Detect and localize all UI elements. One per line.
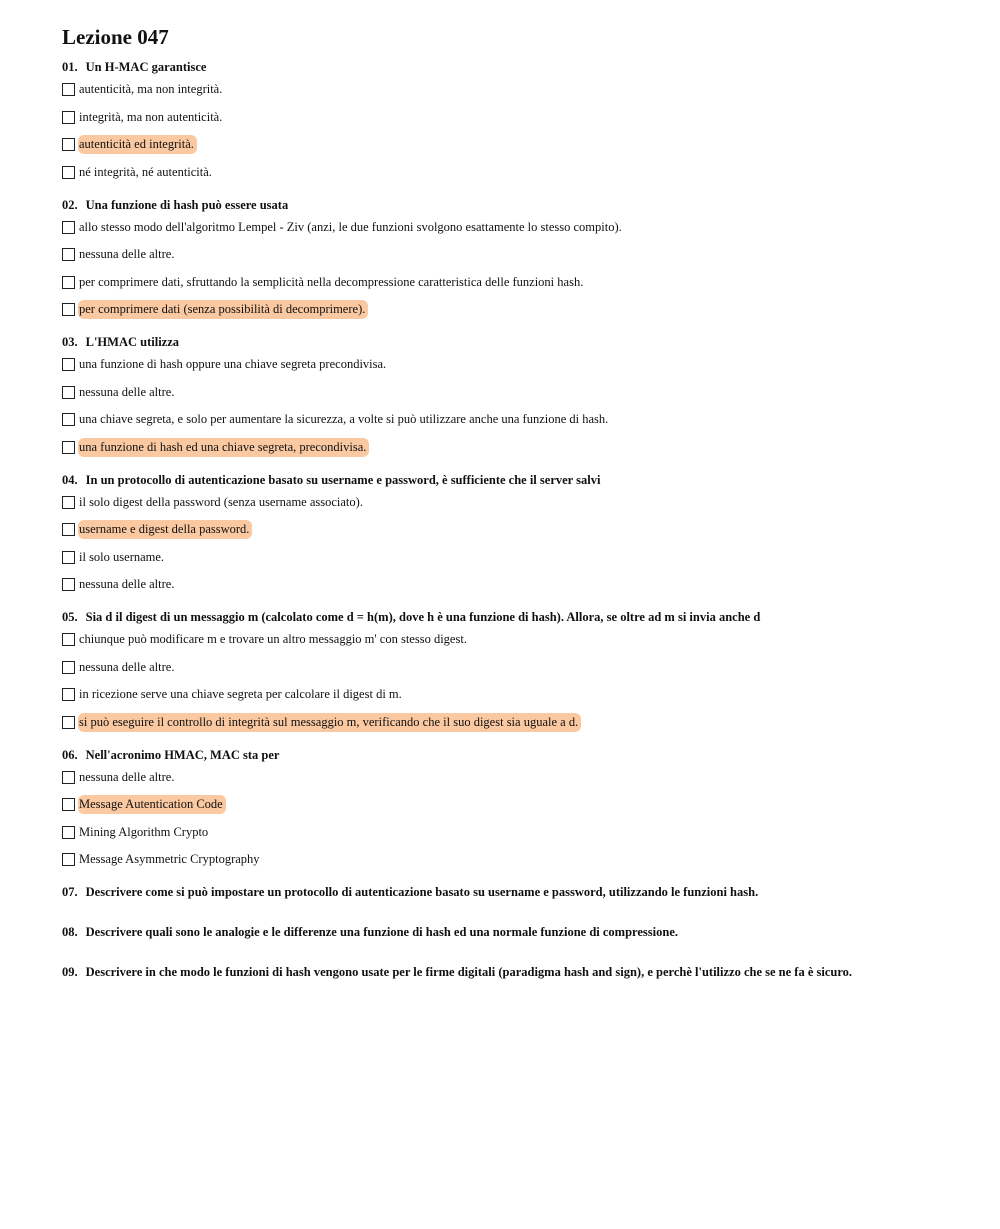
answer-option[interactable] [62, 108, 962, 127]
document [62, 24, 962, 1003]
question-number: 03. [62, 335, 78, 349]
question-text: Descrivere quali sono le analogie e le differenze una funzione di hash ed una normale funzione di compressione. [85, 925, 678, 939]
checkbox-icon[interactable] [62, 441, 75, 454]
checkbox-icon[interactable] [62, 578, 75, 591]
question-text: L'HMAC utilizza [85, 335, 180, 349]
question-text: Un H-MAC garantisce [85, 60, 207, 74]
question-number: 05. [62, 610, 78, 624]
answer-text: il solo username. [79, 549, 165, 564]
checkbox-icon[interactable] [62, 716, 75, 729]
question-text: Descrivere come si può impostare un protocollo di autenticazione basato su username e password, utilizzando le funzioni hash. [85, 885, 759, 899]
answer-option[interactable] [62, 520, 962, 539]
checkbox-icon[interactable] [62, 138, 75, 151]
question-02 [62, 196, 962, 320]
answer-text: il solo digest della password (senza username associato). [79, 494, 363, 509]
question-text: Una funzione di hash può essere usata [85, 197, 289, 212]
question-text: Nell'acronimo HMAC, MAC sta per [85, 747, 280, 762]
answer-text: Mining Algorithm Crypto [79, 824, 209, 839]
question-number: 06. [62, 747, 78, 762]
answer-option[interactable] [62, 795, 962, 814]
answer-option[interactable] [62, 658, 962, 677]
answer-text: nessuna delle altre. [79, 577, 175, 591]
answer-option[interactable] [62, 850, 962, 869]
answer-text: autenticità, ma non integrità. [79, 82, 223, 96]
question-05 [62, 608, 962, 732]
question-number: 04. [62, 472, 78, 487]
answer-option[interactable] [62, 80, 962, 99]
answer-option[interactable] [62, 685, 962, 704]
answer-option[interactable] [62, 493, 962, 512]
answer-text-correct: si può eseguire il controllo di integrità sul messaggio m, verificando che il suo digest sia uguale a d. [78, 713, 581, 732]
question-title [62, 608, 962, 626]
checkbox-icon[interactable] [62, 386, 75, 399]
checkbox-icon[interactable] [62, 826, 75, 839]
answer-text: nessuna delle altre. [79, 247, 175, 261]
answer-text: né integrità, né autenticità. [79, 164, 212, 179]
answer-option[interactable] [62, 630, 962, 649]
checkbox-icon[interactable] [62, 633, 75, 646]
open-question-list [62, 883, 962, 981]
checkbox-icon[interactable] [62, 853, 75, 866]
question-title [62, 333, 962, 351]
answer-text: una funzione di hash oppure una chiave segreta precondivisa. [79, 357, 387, 371]
answer-text: allo stesso modo dell'algoritmo Lempel - Ziv (anzi, le due funzioni svolgono esattamente lo stesso compito). [79, 219, 622, 234]
answer-text: nessuna delle altre. [79, 659, 175, 674]
answer-text-correct: una funzione di hash ed una chiave segreta, precondivisa. [78, 438, 369, 457]
checkbox-icon[interactable] [62, 771, 75, 784]
answer-text-correct: Message Autentication Code [78, 795, 226, 814]
question-03 [62, 333, 962, 457]
question-01 [62, 58, 962, 182]
checkbox-icon[interactable] [62, 496, 75, 509]
answer-option[interactable] [62, 273, 962, 292]
checkbox-icon[interactable] [62, 83, 75, 96]
answer-text: per comprimere dati, sfruttando la semplicità nella decompressione caratteristica delle funzioni hash. [79, 274, 584, 289]
answer-option[interactable] [62, 713, 962, 732]
answer-option[interactable] [62, 163, 962, 182]
checkbox-icon[interactable] [62, 358, 75, 371]
answer-option[interactable] [62, 355, 962, 374]
checkbox-icon[interactable] [62, 303, 75, 316]
answer-text: chiunque può modificare m e trovare un altro messaggio m' con stesso digest. [79, 632, 467, 646]
question-number: 01. [62, 60, 78, 74]
checkbox-icon[interactable] [62, 248, 75, 261]
answer-text: integrità, ma non autenticità. [79, 109, 223, 124]
question-number: 09. [62, 965, 78, 979]
checkbox-icon[interactable] [62, 688, 75, 701]
question-title [62, 471, 962, 489]
checkbox-icon[interactable] [62, 551, 75, 564]
page-title: Lezione 047 [62, 25, 169, 49]
checkbox-icon[interactable] [62, 798, 75, 811]
answer-option[interactable] [62, 245, 962, 264]
checkbox-icon[interactable] [62, 661, 75, 674]
answer-text: nessuna delle altre. [79, 769, 175, 784]
answer-option[interactable] [62, 218, 962, 237]
question-title [62, 196, 962, 214]
open-question-08 [62, 923, 962, 941]
checkbox-icon[interactable] [62, 166, 75, 179]
checkbox-icon[interactable] [62, 523, 75, 536]
question-number: 07. [62, 885, 78, 899]
open-question-09 [62, 963, 962, 981]
question-text: In un protocollo di autenticazione basato su username e password, è sufficiente che il server salvi [85, 472, 601, 487]
answer-option[interactable] [62, 383, 962, 402]
checkbox-icon[interactable] [62, 276, 75, 289]
question-title [62, 746, 962, 764]
checkbox-icon[interactable] [62, 111, 75, 124]
open-question-07 [62, 883, 962, 901]
question-06 [62, 746, 962, 870]
answer-option[interactable] [62, 135, 962, 154]
answer-option[interactable] [62, 768, 962, 787]
question-title [62, 58, 962, 76]
checkbox-icon[interactable] [62, 413, 75, 426]
answer-text-correct: username e digest della password. [78, 520, 252, 539]
answer-text: nessuna delle altre. [79, 384, 175, 399]
question-text: Descrivere in che modo le funzioni di hash vengono usate per le firme digitali (paradigma hash and sign), e perchè l'utilizzo che se ne fa è sicuro. [85, 965, 853, 979]
checkbox-icon[interactable] [62, 221, 75, 234]
question-number: 08. [62, 925, 78, 939]
answer-text: in ricezione serve una chiave segreta per calcolare il digest di m. [79, 687, 402, 701]
question-text: Sia d il digest di un messaggio m (calcolato come d = h(m), dove h è una funzione di hash). Allora, se oltre ad m si invia anche d [85, 610, 761, 624]
question-list [62, 58, 962, 869]
answer-option[interactable] [62, 300, 962, 319]
answer-text-correct: autenticità ed integrità. [78, 135, 197, 154]
answer-text: una chiave segreta, e solo per aumentare la sicurezza, a volte si può utilizzare anche una funzione di hash. [79, 412, 609, 426]
answer-option[interactable] [62, 548, 962, 567]
answer-option[interactable] [62, 438, 962, 457]
question-04 [62, 471, 962, 595]
answer-option[interactable] [62, 575, 962, 594]
question-number: 02. [62, 197, 78, 212]
answer-option[interactable] [62, 823, 962, 842]
answer-text: Message Asymmetric Cryptography [79, 852, 260, 866]
answer-text-correct: per comprimere dati (senza possibilità di decomprimere). [78, 300, 368, 319]
answer-option[interactable] [62, 410, 962, 429]
